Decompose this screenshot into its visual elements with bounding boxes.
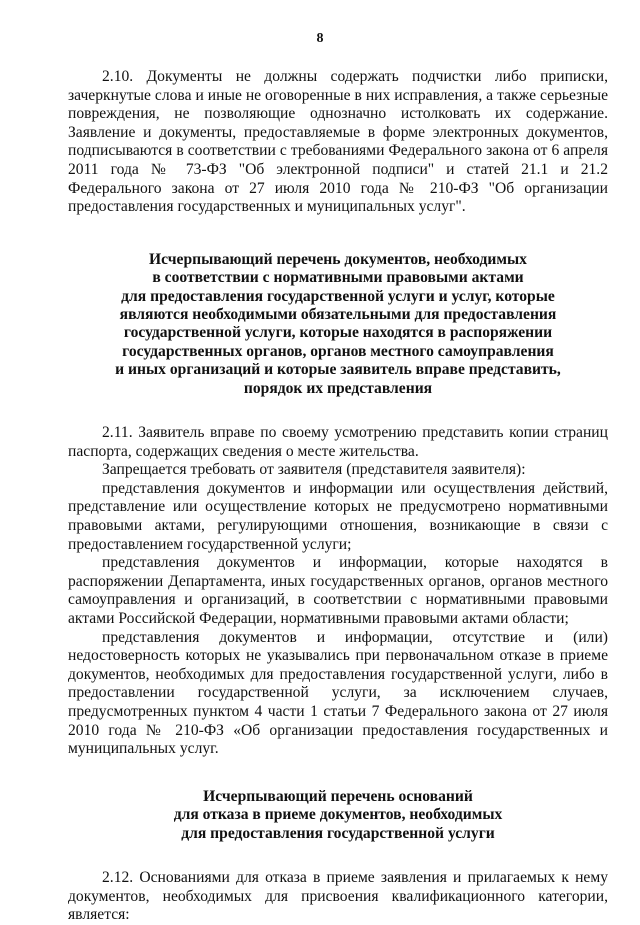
heading-line: Исчерпывающий перечень оснований — [203, 787, 473, 805]
heading-line: Исчерпывающий перечень документов, необходимых — [149, 250, 527, 268]
list-item: представления документов и информации, отсутствие и (или) недостоверность которых не указывались при первоначальном отказе в приеме документов, необходимых для предоставления государственной услуги, либо в предоставлении государственной услуги, за исключением случаев, предусмотренных пунктом 4 части 1 статьи 7 Федерального закона от 27 июля 2010 года № 210-ФЗ «Об организации предоставления государственных и муниципальных услуг. — [68, 628, 608, 758]
heading-line: и иных организаций и которые заявитель вправе представить, — [115, 361, 561, 379]
heading-line: государственной услуги, которые находятся в распоряжении — [123, 324, 553, 342]
paragraph-2-10: 2.10. Документы не должны содержать подчистки либо приписки, зачеркнутые слова и иные не оговоренные в них исправления, а также серьезные повреждения, не позволяющие однозначно истолковать их содержание. Заявление и документы, предоставляемые в форме электронных документов, подписываются в соответствии с требованиями Федерального закона от 6 апреля 2011 года № 73-ФЗ "Об электронной подписи" и статей 21.1 и 21.2 Федерального закона от 27 июля 2010 года № 210-ФЗ "Об организации предоставления государственных и муниципальных услуг". — [68, 68, 608, 216]
section-heading-refusal-grounds — [68, 788, 608, 843]
page-number: 8 — [316, 31, 324, 46]
heading-line: государственных органов, органов местного самоуправления — [122, 342, 554, 360]
paragraph-2-11: 2.11. Заявитель вправе по своему усмотрению представить копии страниц паспорта, содержащих сведения о месте жительства. — [68, 424, 608, 460]
document-body — [68, 68, 608, 925]
heading-line: для отказа в приеме документов, необходимых — [173, 806, 503, 824]
section-heading-documents-list — [68, 251, 608, 398]
heading-line: в соответствии с нормативными правовыми актами — [152, 269, 524, 287]
heading-line: порядок их представления — [243, 379, 433, 397]
list-item: представления документов и информации или осуществления действий, представление или осуществление которых не предусмотрено нормативными правовыми актами, регулирующими отношения, возникающие в связи с предоставлением государственной услуги; — [68, 479, 608, 553]
heading-line: являются необходимыми обязательными для предоставления — [119, 305, 557, 323]
heading-line: для предоставления государственной услуги и услуг, которые — [121, 287, 555, 305]
paragraph-2-12: 2.12. Основаниями для отказа в приеме заявления и прилагаемых к нему документов, необходимых для присвоения квалификационного категории, является: — [68, 868, 608, 924]
list-item: представления документов и информации, которые находятся в распоряжении Департамента, иных государственных органов, органов местного самоуправления и организаций, в соответствии с нормативными правовыми актами Российской Федерации, нормативными правовыми актами области; — [68, 554, 608, 627]
heading-line: для предоставления государственной услуги — [181, 824, 495, 842]
paragraph-prohibited: Запрещается требовать от заявителя (представителя заявителя): — [102, 461, 526, 479]
